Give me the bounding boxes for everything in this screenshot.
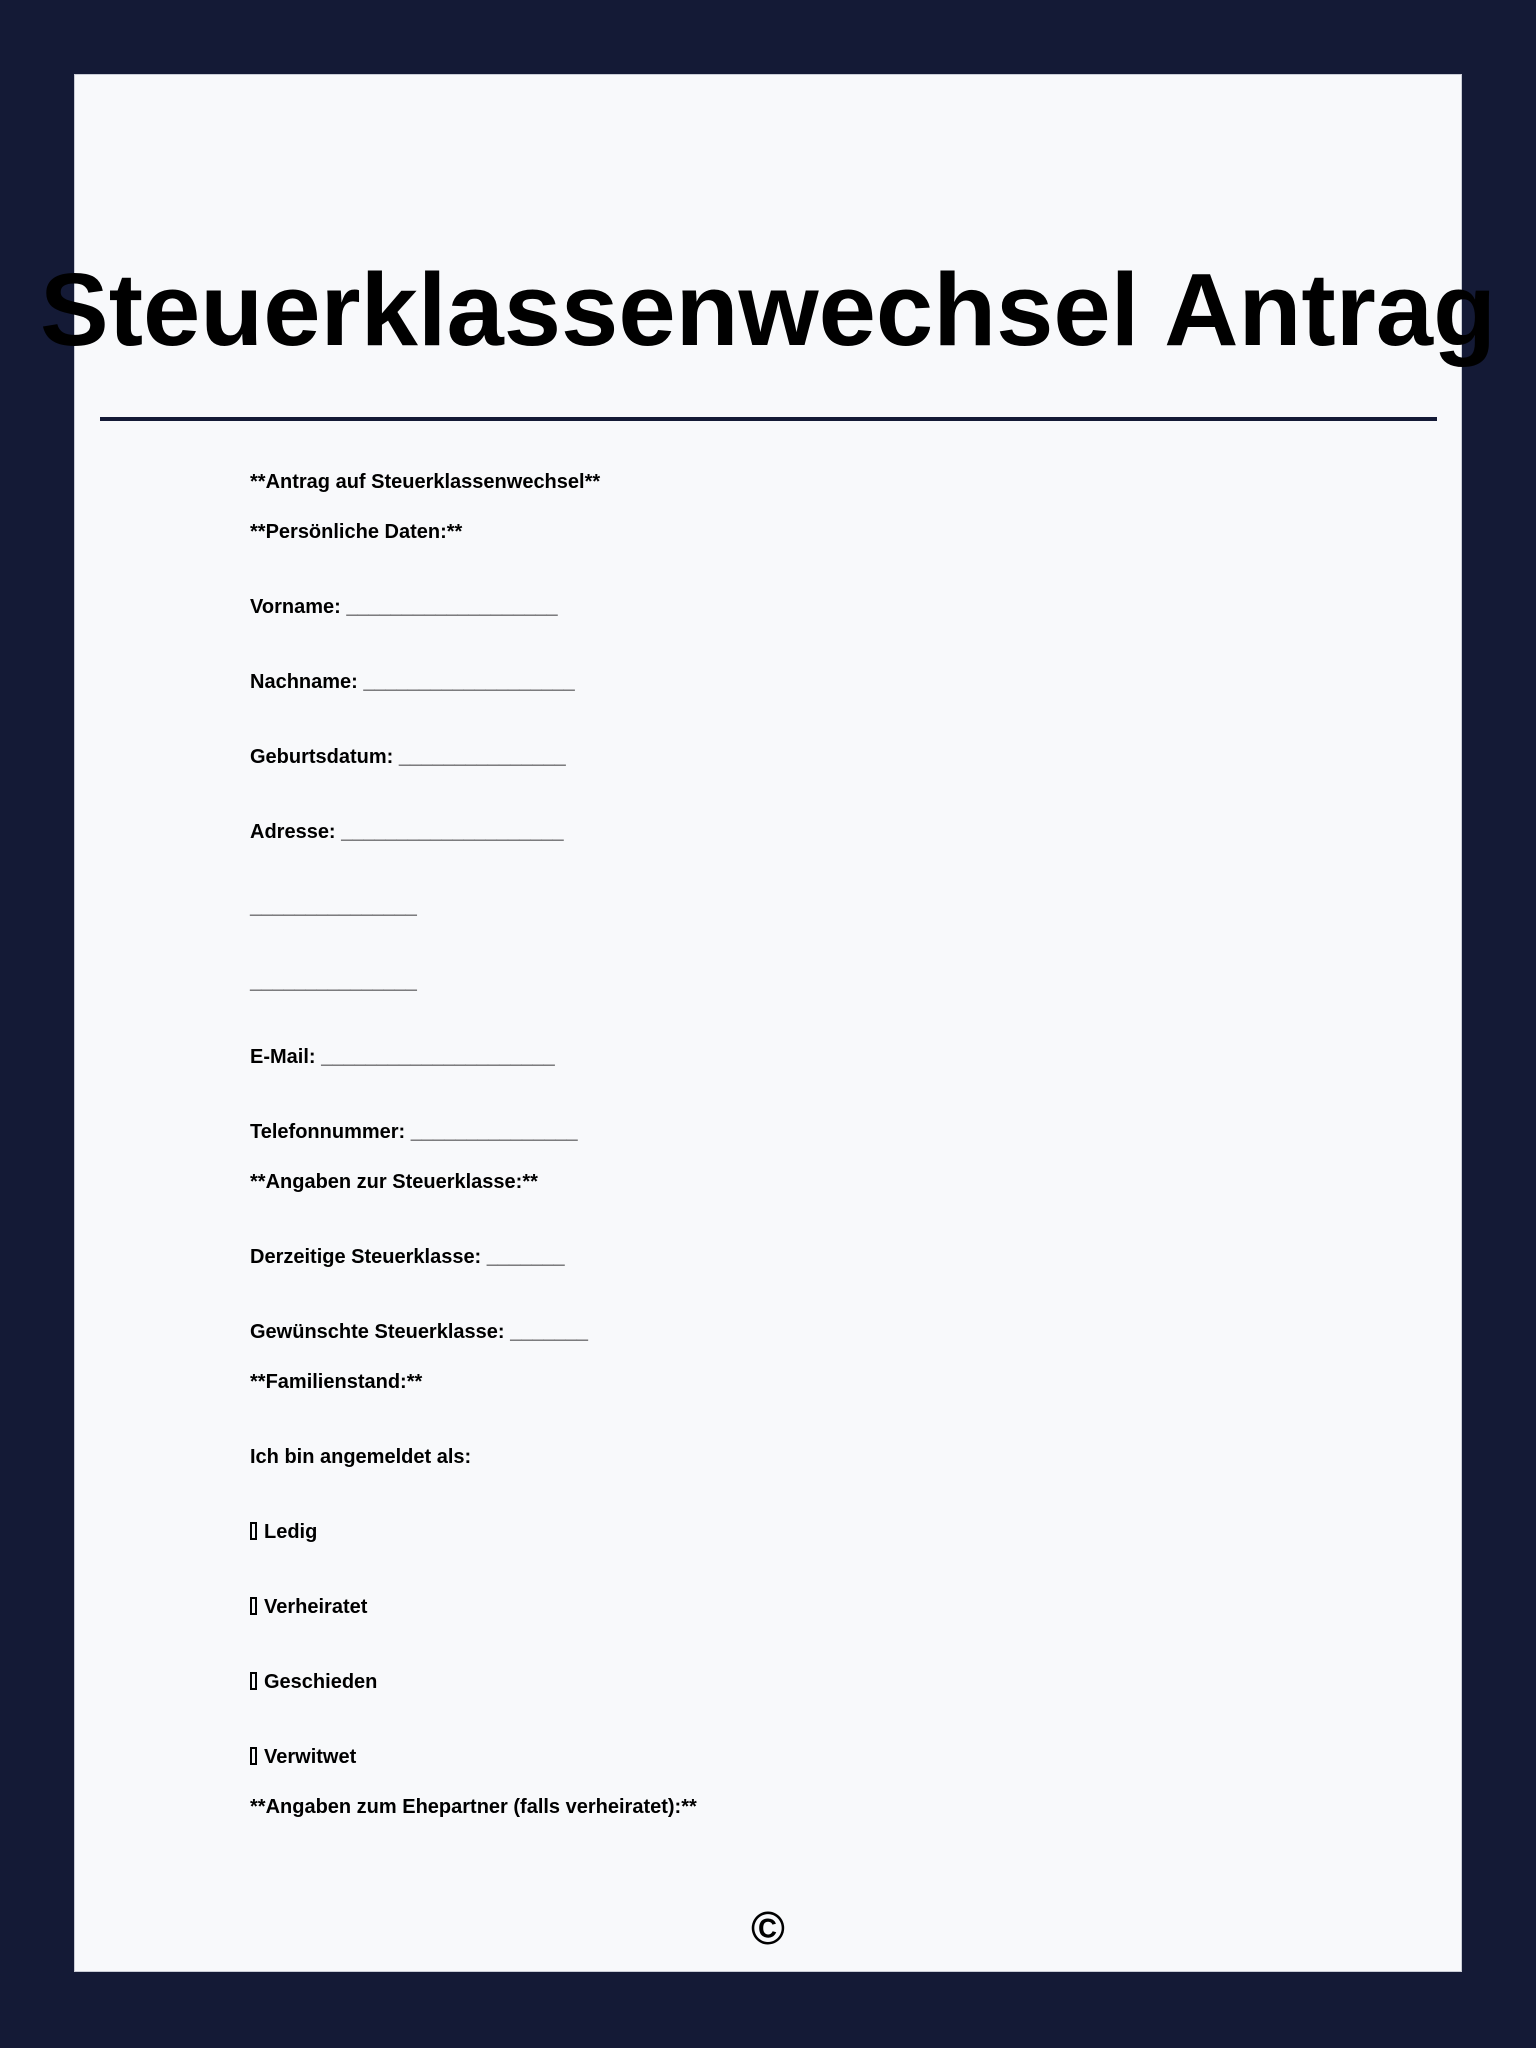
option-verheiratet[interactable] — [250, 1595, 367, 1619]
copyright-icon: © — [751, 1902, 785, 1954]
option-geschieden[interactable] — [250, 1670, 377, 1694]
field-email: E-Mail: _____________________ — [250, 1046, 555, 1068]
field-adresse-line-3: _______________ — [250, 971, 417, 993]
option-ledig[interactable] — [250, 1520, 317, 1544]
option-label: Verheiratet — [264, 1596, 368, 1618]
section-heading-ehepartner: **Angaben zum Ehepartner (falls verheiratet):** — [250, 1796, 697, 1818]
section-heading-steuerklasse: **Angaben zur Steuerklasse:** — [250, 1171, 538, 1193]
field-gewuenschte-steuerklasse: Gewünschte Steuerklasse: _______ — [250, 1321, 588, 1343]
field-adresse-line-2: _______________ — [250, 896, 417, 918]
option-label: Geschieden — [264, 1671, 378, 1693]
field-vorname: Vorname: ___________________ — [250, 596, 558, 618]
checkbox-icon[interactable] — [250, 1597, 257, 1615]
form-heading: **Antrag auf Steuerklassenwechsel** — [250, 471, 601, 493]
section-heading-personal: **Persönliche Daten:** — [250, 521, 463, 543]
section-heading-familienstand: **Familienstand:** — [250, 1371, 423, 1393]
option-verwitwet[interactable] — [250, 1745, 356, 1769]
document-title: Steuerklassenwechsel Antrag — [40, 252, 1496, 367]
checkbox-icon[interactable] — [250, 1672, 257, 1690]
checkbox-icon[interactable] — [250, 1747, 257, 1765]
field-nachname: Nachname: ___________________ — [250, 671, 575, 693]
field-geburtsdatum: Geburtsdatum: _______________ — [250, 746, 566, 768]
option-label: Verwitwet — [264, 1746, 357, 1768]
checkbox-icon[interactable] — [250, 1522, 257, 1540]
option-label: Ledig — [264, 1521, 318, 1543]
field-adresse: Adresse: ____________________ — [250, 821, 564, 843]
familienstand-prompt: Ich bin angemeldet als: — [250, 1446, 472, 1468]
field-telefonnummer: Telefonnummer: _______________ — [250, 1121, 578, 1143]
field-derzeitige-steuerklasse: Derzeitige Steuerklasse: _______ — [250, 1246, 565, 1268]
title-divider — [100, 417, 1437, 421]
